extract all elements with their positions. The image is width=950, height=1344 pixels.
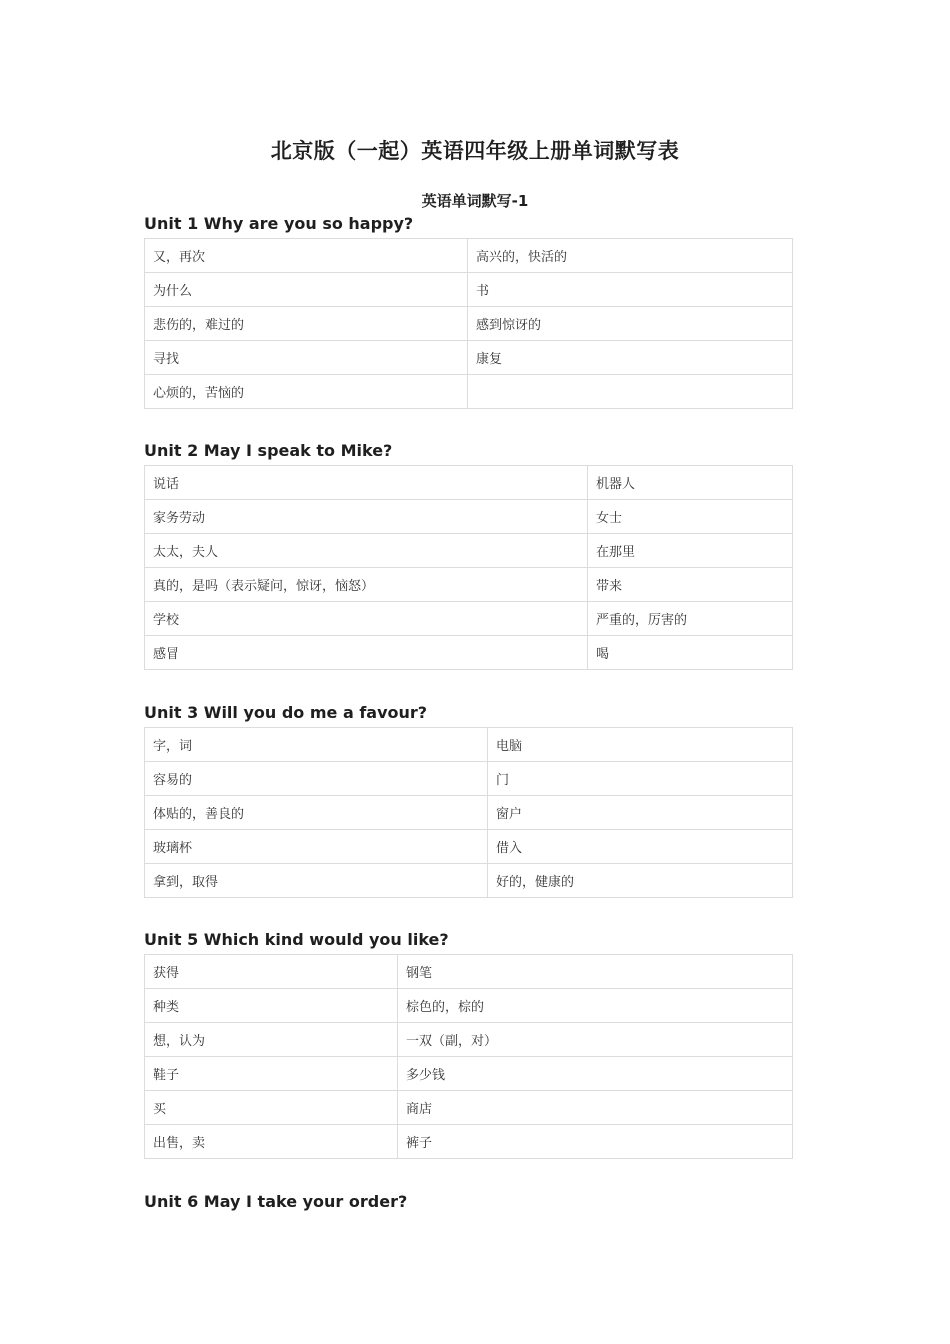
table-cell: 字，词: [145, 728, 488, 762]
table-row: [145, 1023, 793, 1057]
table-row: [145, 500, 793, 534]
table-cell: 拿到，取得: [145, 864, 488, 898]
table-cell: 真的，是吗（表示疑问，惊讶，恼怒）: [145, 568, 588, 602]
unit-section: [144, 214, 792, 409]
table-row: [145, 375, 793, 409]
table-cell: 一双（副，对）: [398, 1023, 793, 1057]
table-cell: 玻璃杯: [145, 830, 488, 864]
table-row: [145, 728, 793, 762]
unit-section: [144, 930, 792, 1159]
page-title: 北京版（一起）英语四年级上册单词默写表: [270, 139, 680, 163]
table-row: [145, 466, 793, 500]
table-cell: 门: [488, 762, 793, 796]
table-row: [145, 796, 793, 830]
table-cell: 喝: [588, 636, 793, 670]
table-cell: 获得: [145, 955, 398, 989]
table-cell: 电脑: [488, 728, 793, 762]
unit-heading: Unit 5 Which kind would you like?: [144, 930, 449, 949]
table-cell: 太太，夫人: [145, 534, 588, 568]
table-cell: 机器人: [588, 466, 793, 500]
table-cell: 窗户: [488, 796, 793, 830]
unit-section: [144, 441, 792, 670]
table-cell: 说话: [145, 466, 588, 500]
table-row: [145, 273, 793, 307]
table-cell: 高兴的，快活的: [468, 239, 793, 273]
table-row: [145, 307, 793, 341]
table-cell: 悲伤的，难过的: [145, 307, 468, 341]
table-row: [145, 568, 793, 602]
table-row: [145, 636, 793, 670]
section-subtitle: 英语单词默写-1: [421, 192, 529, 210]
table-row: [145, 955, 793, 989]
unit-heading: Unit 1 Why are you so happy?: [144, 214, 414, 233]
vocab-table: [144, 465, 793, 670]
table-row: [145, 864, 793, 898]
unit-heading: Unit 2 May I speak to Mike?: [144, 441, 393, 460]
table-cell: 感冒: [145, 636, 588, 670]
table-cell: 寻找: [145, 341, 468, 375]
table-cell: 又，再次: [145, 239, 468, 273]
table-row: [145, 1091, 793, 1125]
table-cell: 感到惊讶的: [468, 307, 793, 341]
table-cell: 棕色的，棕的: [398, 989, 793, 1023]
table-cell: 想，认为: [145, 1023, 398, 1057]
table-cell: 容易的: [145, 762, 488, 796]
table-cell: 书: [468, 273, 793, 307]
table-cell: 钢笔: [398, 955, 793, 989]
table-cell: 买: [145, 1091, 398, 1125]
table-cell: 出售，卖: [145, 1125, 398, 1159]
table-cell: 鞋子: [145, 1057, 398, 1091]
table-cell: 商店: [398, 1091, 793, 1125]
table-row: [145, 989, 793, 1023]
table-cell: 为什么: [145, 273, 468, 307]
table-cell: 康复: [468, 341, 793, 375]
vocab-table: [144, 727, 793, 898]
unit-section: [144, 1192, 792, 1216]
table-cell: 在那里: [588, 534, 793, 568]
table-cell: 好的，健康的: [488, 864, 793, 898]
table-cell: 严重的，厉害的: [588, 602, 793, 636]
table-cell: 借入: [488, 830, 793, 864]
table-row: [145, 602, 793, 636]
table-cell: [468, 375, 793, 409]
table-cell: 裤子: [398, 1125, 793, 1159]
unit-heading: Unit 6 May I take your order?: [144, 1192, 408, 1211]
vocab-table: [144, 238, 793, 409]
table-cell: 学校: [145, 602, 588, 636]
unit-heading: Unit 3 Will you do me a favour?: [144, 703, 428, 722]
table-row: [145, 830, 793, 864]
table-row: [145, 341, 793, 375]
table-row: [145, 239, 793, 273]
table-row: [145, 762, 793, 796]
table-cell: 心烦的，苦恼的: [145, 375, 468, 409]
table-cell: 体贴的，善良的: [145, 796, 488, 830]
table-cell: 带来: [588, 568, 793, 602]
table-cell: 家务劳动: [145, 500, 588, 534]
table-cell: 多少钱: [398, 1057, 793, 1091]
unit-section: [144, 703, 792, 898]
table-row: [145, 1125, 793, 1159]
table-cell: 女士: [588, 500, 793, 534]
vocab-table: [144, 954, 793, 1159]
table-row: [145, 534, 793, 568]
table-row: [145, 1057, 793, 1091]
table-cell: 种类: [145, 989, 398, 1023]
